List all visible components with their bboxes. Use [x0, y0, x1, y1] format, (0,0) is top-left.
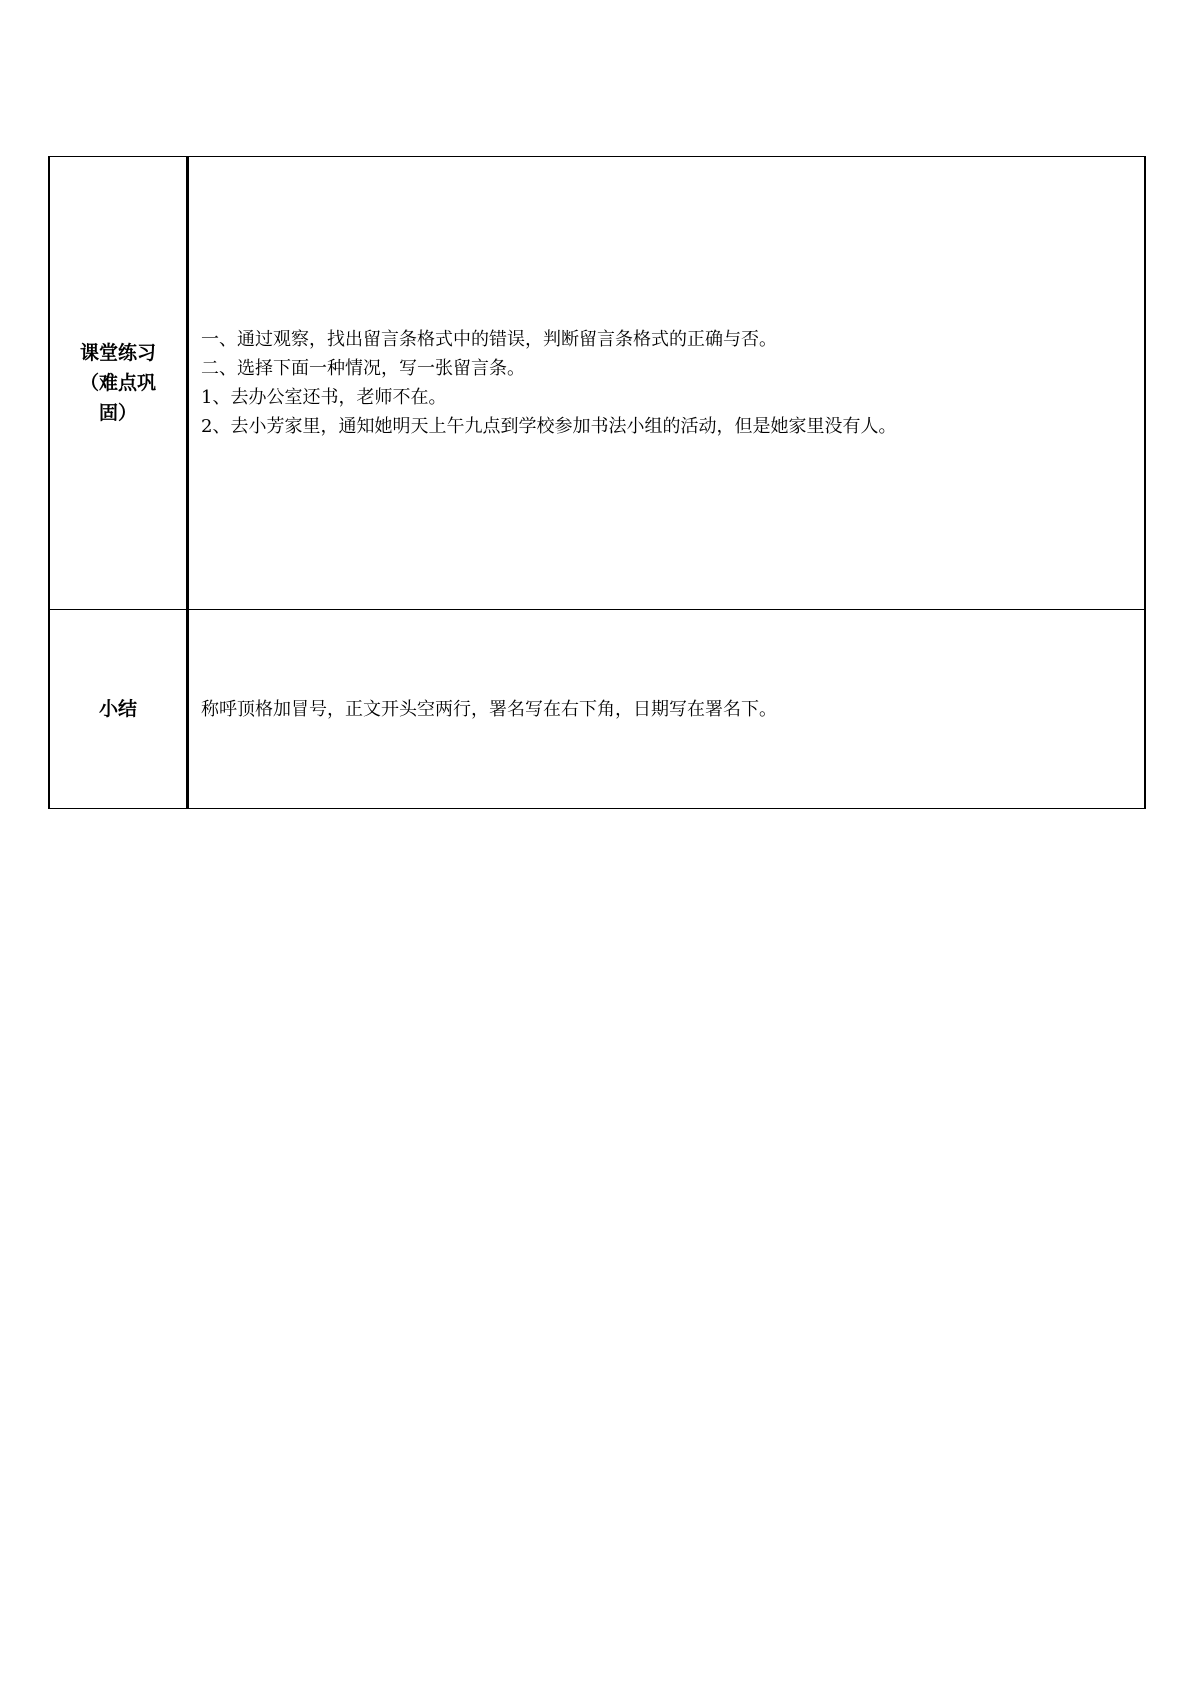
- summary-label: 小结: [98, 698, 137, 720]
- practice-item-3: 1、去办公室还书，老师不在。: [201, 387, 447, 408]
- practice-label-line-2: （难点巩: [79, 372, 156, 394]
- practice-label-cell: [49, 157, 188, 610]
- summary-text: 称呼顶格加冒号，正文开头空两行，署名写在右下角，日期写在署名下。: [201, 698, 777, 720]
- summary-label-cell: [49, 610, 188, 809]
- practice-content-cell: [188, 157, 1146, 610]
- table-row-classroom-practice: [49, 157, 1145, 610]
- practice-item-4: 2、去小芳家里，通知她明天上午九点到学校参加书法小组的活动，但是她家里没有人。: [201, 416, 897, 437]
- practice-label-line-3: 固）: [98, 402, 137, 424]
- lesson-plan-table: [48, 156, 1146, 809]
- practice-label-line-1: 课堂练习: [79, 342, 156, 364]
- practice-item-1: 一、通过观察，找出留言条格式中的错误，判断留言条格式的正确与否。: [201, 329, 777, 350]
- table-row-summary: [49, 610, 1145, 809]
- practice-item-2: 二、选择下面一种情况，写一张留言条。: [201, 358, 525, 379]
- summary-content-cell: [188, 610, 1146, 809]
